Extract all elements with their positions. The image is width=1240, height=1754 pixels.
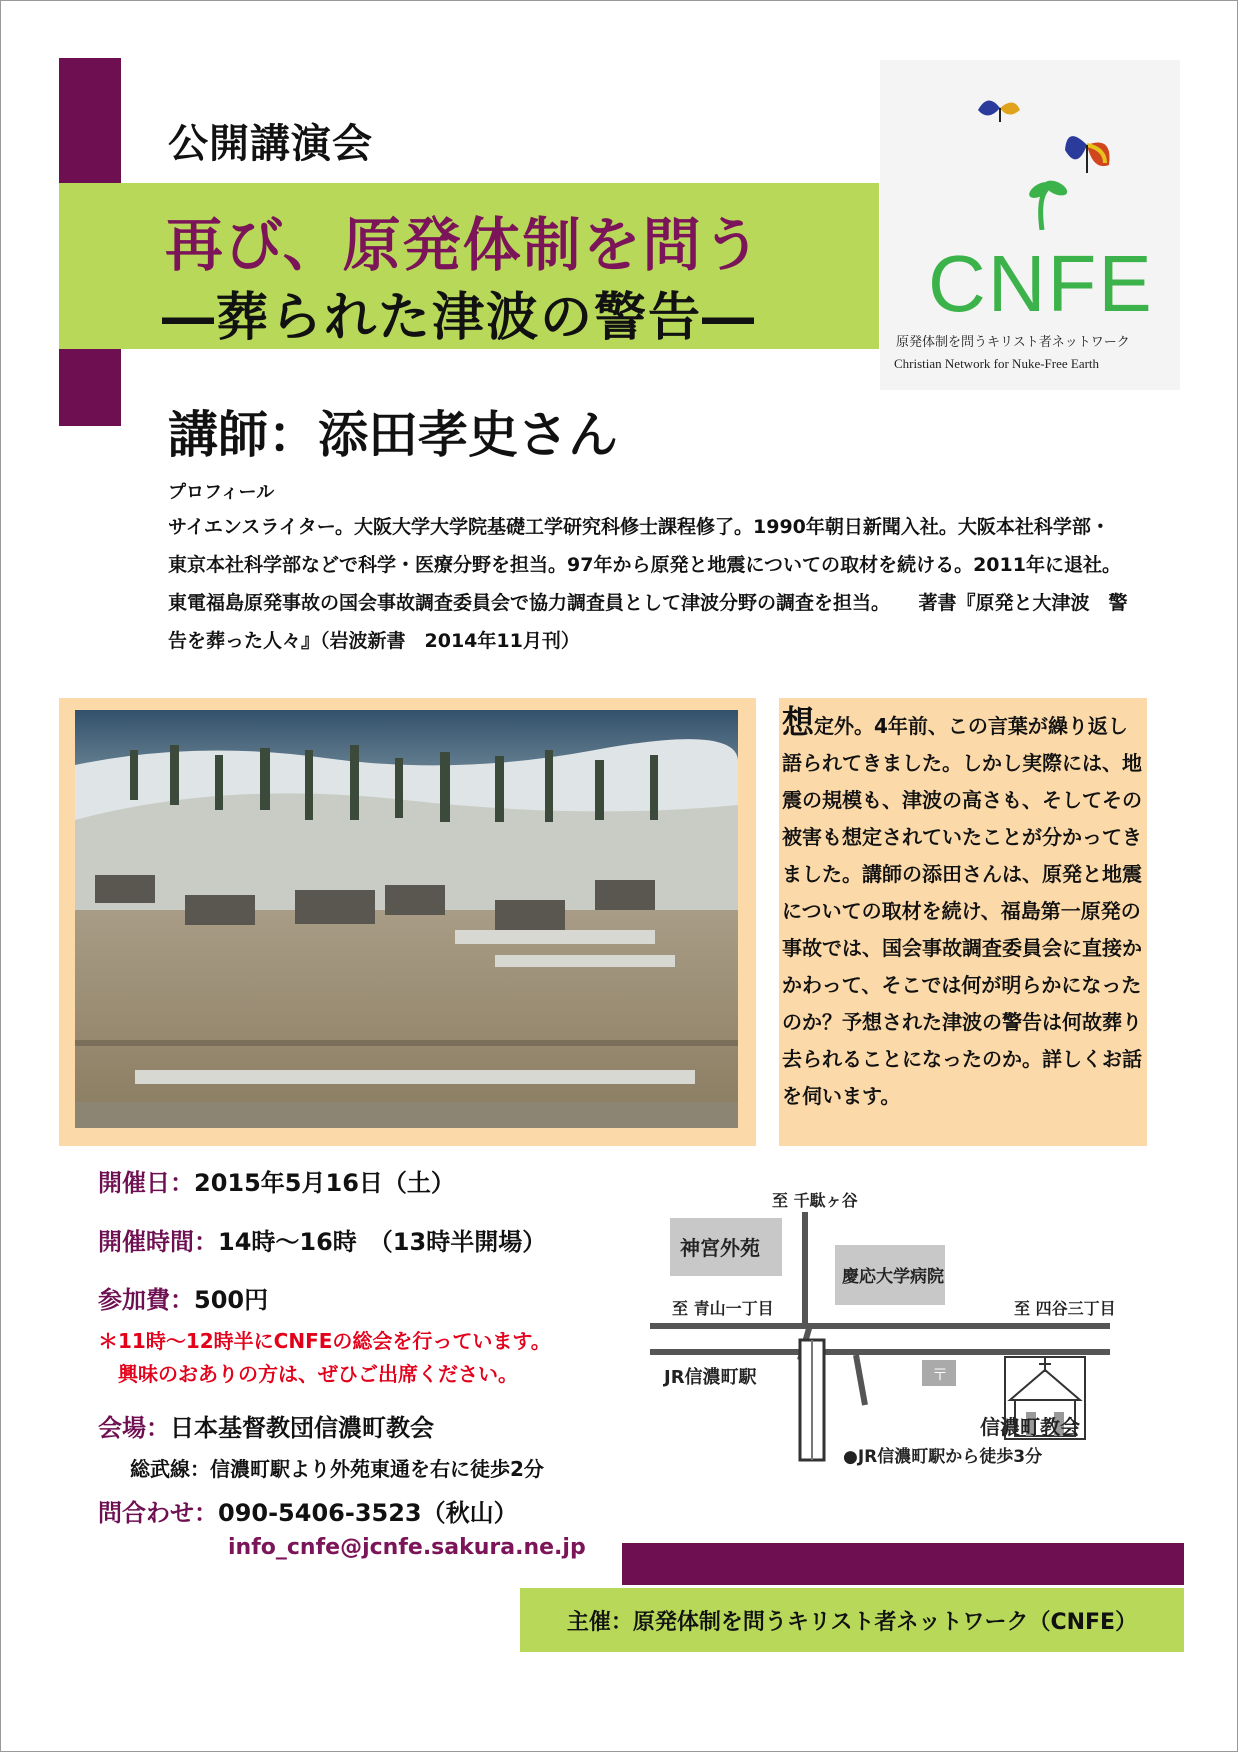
map-label-north: 至 千駄ヶ谷 [772,1191,858,1210]
tsunami-photo [75,710,738,1128]
fee-label: 参加費： [98,1286,194,1314]
venue-value: 日本基督教団信濃町教会 [170,1414,434,1442]
general-meeting-note [98,1325,551,1391]
butterflies-illustration [960,80,1130,230]
logo-wordmark: CNFE [928,239,1154,328]
logo-subtitle-en: Christian Network for Nuke-Free Earth [894,356,1100,371]
organizer-credit: 主催：原発体制を問うキリスト者ネットワーク（CNFE） [566,1610,1138,1635]
footer-accent-bar [622,1543,1184,1585]
date-row [98,1163,455,1198]
subtitle: ―葬られた津波の警告― [162,288,757,348]
profile-label: プロフィール [168,482,275,503]
post-office-icon: 〒 [932,1365,949,1384]
contact-value: 090-5406-3523（秋山） [218,1499,518,1527]
map-label-aoyama: 至 青山一丁目 [672,1299,774,1318]
map-label-station: JR信濃町駅 [664,1367,757,1388]
butterfly-icon [1065,136,1110,173]
intro-text-block [782,704,1144,1115]
map-label-keio: 慶応大学病院 [842,1267,944,1287]
venue-label: 会場： [98,1414,170,1442]
time-label: 開催時間： [98,1228,218,1256]
logo-subtitle-jp: 原発体制を問うキリスト者ネットワーク [896,335,1130,350]
venue-row [98,1408,434,1443]
map-label-jingu: 神宮外苑 [680,1236,760,1260]
access-directions: 総武線：信濃町駅より外苑東通を右に徒歩2分 [130,1457,544,1481]
intro-text: 定外。4年前、この言葉が繰り返し語られてきました。しかし実際には、地震の規模も、津波の高さも、そしてその被害も想定されていたことが分かってきました。講師の添田さんは、原発と地震についての取材を続け、福島第一原発の事故では、国会事故調査委員会に直接かかわって、そこでは何が明らかになったのか？予想された津波の警告は何故葬り去られることになったのか。詳しくお話を伺います。 [782,714,1142,1108]
date-label: 開催日： [98,1169,194,1197]
butterfly-icon [978,100,1020,122]
map-label-church: 信濃町教会 [980,1415,1080,1439]
contact-email[interactable]: info_cnfe@jcnfe.sakura.ne.jp [228,1535,586,1560]
map-walk-note: ●JR信濃町駅から徒歩3分 [843,1447,1043,1467]
event-kicker: 公開講演会 [168,121,373,167]
contact-row [98,1493,518,1528]
note-line-1: ＊11時～12時半にCNFEの総会を行っています。 [98,1329,551,1353]
time-value: 14時～16時 （13時半開場） [218,1228,547,1256]
profile-text: サイエンスライター。大阪大学大学院基礎工学研究科修士課程修了。1990年朝日新聞入社。大阪本社科学部・東京本社科学部などで科学・医療分野を担当。97年から原発と地震についての取材を続ける。2011年に退社。東電福島原発事故の国会事故調査委員会で協力調査員として津波分野の調査を担当。 著書『原発と大津波 警告を葬った人々』（岩波新書 2014年11月刊） [168,516,1128,652]
contact-label: 問合わせ： [98,1499,218,1527]
fee-row [98,1280,268,1315]
intro-drop-char: 想 [782,703,815,741]
time-row [98,1222,546,1257]
main-title: 再び、原発体制を問う [165,211,763,279]
note-line-2: 興味のおありの方は、ぜひご出席ください。 [118,1362,518,1386]
map-label-yotsuya: 至 四谷三丁目 [1014,1299,1116,1318]
venue-map [650,1190,1120,1480]
fee-value: 500円 [194,1286,269,1314]
date-value: 2015年5月16日（土） [194,1169,455,1197]
speaker-heading: 講師：添田孝史さん [168,406,618,464]
